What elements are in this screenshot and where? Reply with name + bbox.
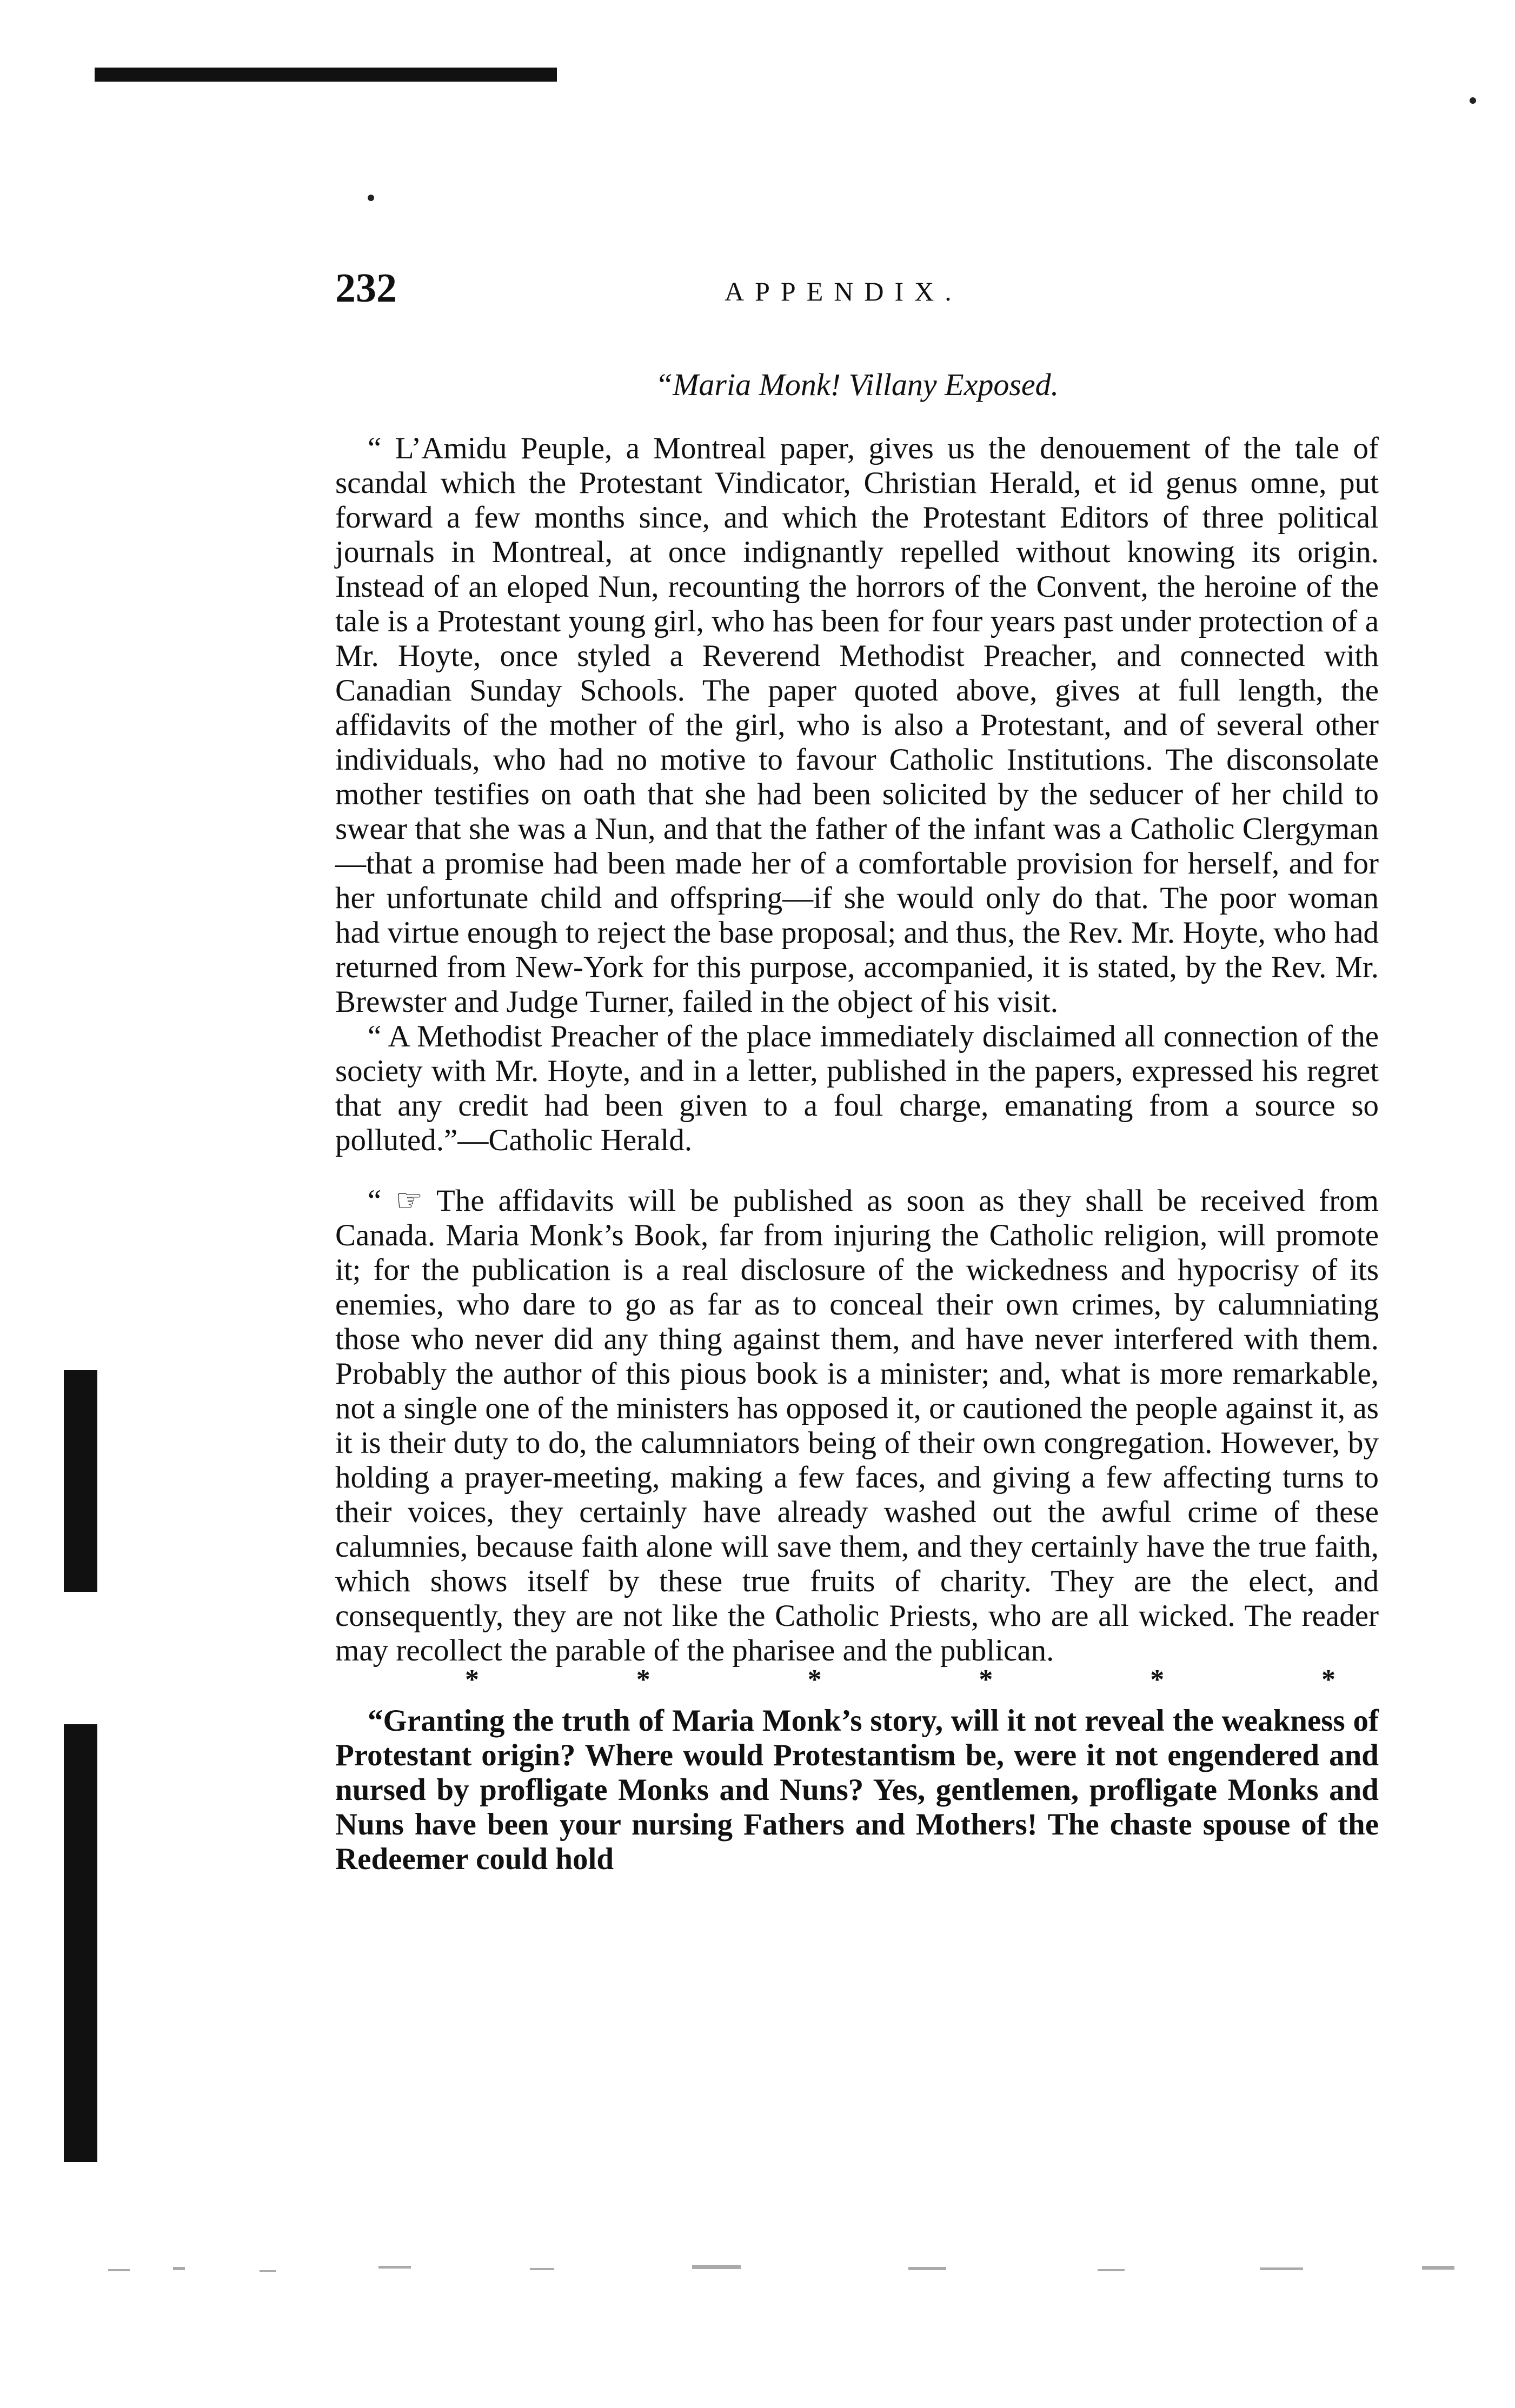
page-number: 232 (335, 265, 397, 311)
top-scan-rule (95, 68, 557, 82)
paragraph-2: “ A Methodist Preacher of the place immediately disclaimed all connection of the society with Mr. Hoyte, and in a letter, published in the papers, expressed his regret that any credit had been given to a foul charge, emanating from a source so polluted.”—Catholic Herald. (335, 1019, 1379, 1157)
scan-speck (1470, 97, 1476, 104)
running-head: APPENDIX. (725, 276, 962, 306)
scan-speck (368, 195, 374, 201)
paragraph-4: “Granting the truth of Maria Monk’s story, will it not reveal the weakness of Protestant origin? Where would Protestantism be, were it not engendered and nursed by profligate Monks and Nuns? Yes, gentlemen, profligate Monks and Nuns have been your nursing Fathers and Mothers! The chaste spouse of the Redeemer could hold (335, 1704, 1379, 1876)
star: * (1150, 1664, 1165, 1695)
star: * (465, 1664, 479, 1695)
star: * (1321, 1664, 1335, 1695)
article-title: “Maria Monk! Villany Exposed. (655, 367, 1059, 402)
paragraph-1: “ L’Amidu Peuple, a Montreal paper, gives us the denouement of the tale of scandal which the Protestant Vindicator, Christian Herald, et id genus omne, put forward a few months since, and which the Protestant Editors of three political journals in Montreal, at once indignantly repelled without knowing its origin. Instead of an eloped Nun, recounting the horrors of the Convent, the heroine of the tale is a Protestant young girl, who has been for four years past under protection of a Mr. Hoyte, once styled a Reverend Methodist Preacher, and connected with Canadian Sunday Schools. The paper quoted above, gives at full length, the affidavits of the mother of the girl, who is also a Protestant, and of several other individuals, who had no motive to favour Catholic Institutions. The disconsolate mother testifies on oath that she had been solicited by the seducer of her child to swear that she was a Nun, and that the father of the infant was a Catholic Clergyman—that a promise had been made her of a comfortable provision for herself, and for her unfortunate child and offspring—if she would only do that. The poor woman had virtue enough to reject the base proposal; and thus, the Rev. Mr. Hoyte, who had returned from New-York for this purpose, accompanied, it is stated, by the Rev. Mr. Brewster and Judge Turner, failed in the object of his visit. (335, 431, 1379, 1019)
star: * (636, 1664, 650, 1695)
star: * (979, 1664, 993, 1695)
section-break-stars (335, 1664, 1379, 1695)
scan-margin-bar-lower (64, 1724, 97, 2162)
scan-margin-bar-upper (64, 1370, 97, 1592)
article-body (335, 368, 1379, 1877)
paragraph-3: “ ☞ The affidavits will be published as soon as they shall be received from Canada. Maria Monk’s Book, far from injuring the Catholic religion, will promote it; for the publication is a real disclosure of the wickedness and hypocrisy of its enemies, who dare to go as far as to conceal their own crimes, by calumniating those who never did any thing against them, and have never interfered with them. Probably the author of this pious book is a minister; and, what is more remarkable, not a single one of the ministers has opposed it, or cautioned the people against it, as it is their duty to do, the calumniators being of their own congregation. However, by holding a prayer-meeting, making a few faces, and giving a few affecting turns to their voices, they certainly have already washed out the awful crime of these calumnies, because faith alone will save them, and they certainly have the true faith, which shows itself by these true fruits of charity. They are the elect, and consequently, they are not like the Catholic Priests, who are all wicked. The reader may recollect the parable of the pharisee and the publican. (335, 1184, 1379, 1667)
star: * (807, 1664, 822, 1695)
scan-bottom-noise (97, 2259, 1481, 2281)
